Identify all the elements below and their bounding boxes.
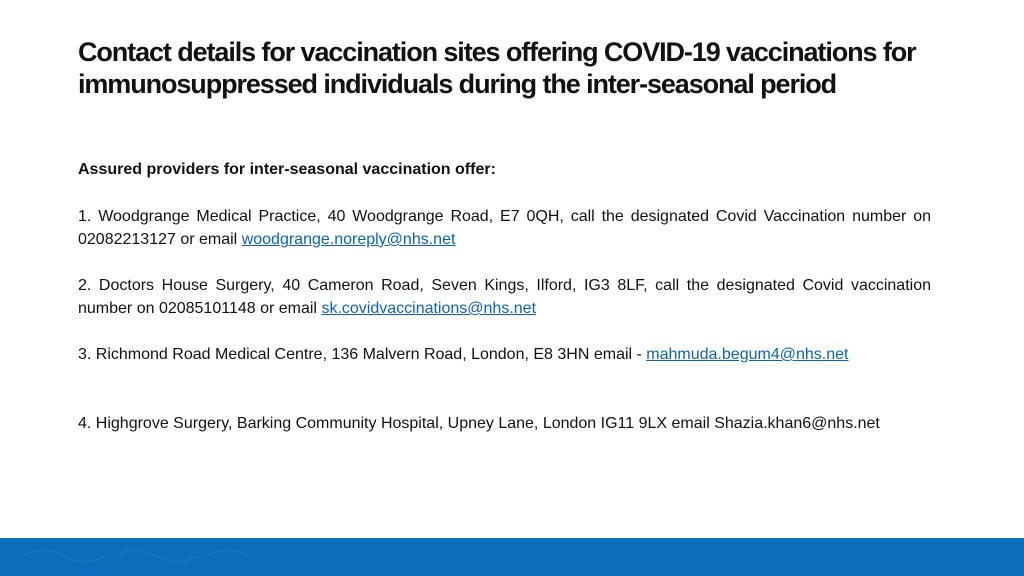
- provider-entry-2-text: 2. Doctors House Surgery, 40 Cameron Road, Seven Kings, Ilford, IG3 8LF, call the designated Covid vaccination number on 02085101148 or email: [78, 277, 931, 317]
- provider-entry-3-text: 3. Richmond Road Medical Centre, 136 Malvern Road, London, E8 3HN email -: [78, 346, 647, 363]
- provider-entry-4: [78, 412, 931, 435]
- footer-bar: [0, 538, 1024, 576]
- provider-entry-3: [78, 343, 931, 366]
- provider-entry-4-text: 4. Highgrove Surgery, Barking Community Hospital, Upney Lane, London IG11 9LX email: [78, 415, 715, 432]
- assured-providers-heading: Assured providers for inter-seasonal vaccination offer:: [78, 161, 496, 178]
- richmond-road-email-link[interactable]: mahmuda.begum4@nhs.net: [646, 346, 849, 363]
- provider-entry-2: [78, 274, 931, 320]
- provider-entry-1: [78, 205, 931, 251]
- slide-title: Contact details for vaccination sites offering COVID-19 vaccinations for immunosuppressed individuals during the inter-seasonal period: [78, 37, 916, 99]
- highgrove-email-text: Shazia.khan6@nhs.net: [714, 415, 880, 432]
- doctors-house-email-link[interactable]: sk.covidvaccinations@nhs.net: [321, 300, 537, 317]
- footer-texture: [18, 544, 258, 568]
- provider-entry-1-text: 1. Woodgrange Medical Practice, 40 Woodgrange Road, E7 0QH, call the designated Covid Vaccination number on 02082213127 or email: [78, 208, 931, 248]
- woodgrange-email-link[interactable]: woodgrange.noreply@nhs.net: [241, 231, 456, 248]
